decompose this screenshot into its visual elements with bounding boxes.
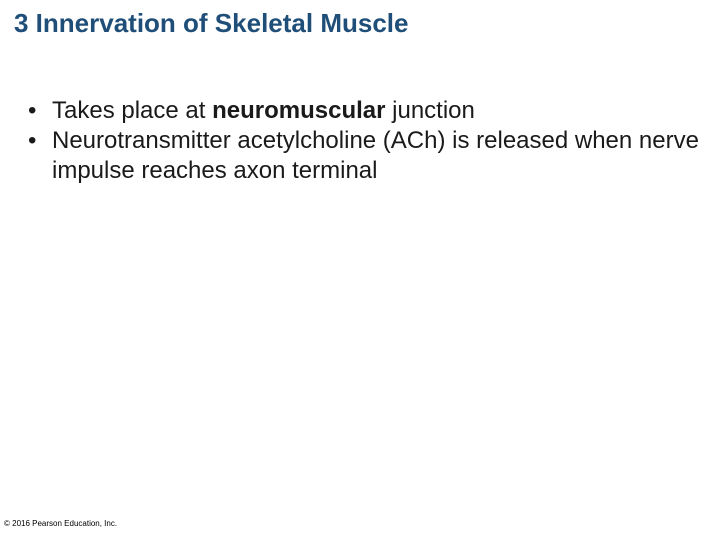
slide-title: 3 Innervation of Skeletal Muscle bbox=[14, 8, 409, 38]
bullet-list bbox=[26, 96, 716, 186]
bullet-text-after: junction bbox=[385, 97, 475, 124]
copyright-footer: © 2016 Pearson Education, Inc. bbox=[4, 519, 118, 528]
bullet-marker: • bbox=[28, 97, 37, 124]
bullet-marker: • bbox=[28, 127, 37, 154]
bullet-text: Neurotransmitter acetylcholine (ACh) is released when nerve impulse reaches axon terminal bbox=[52, 127, 699, 184]
bullet-bold-term: neuromuscular bbox=[212, 97, 386, 124]
bullet-item-2 bbox=[26, 126, 716, 186]
bullet-text-before: Takes place at bbox=[52, 97, 213, 124]
bullet-item-1 bbox=[26, 96, 716, 126]
